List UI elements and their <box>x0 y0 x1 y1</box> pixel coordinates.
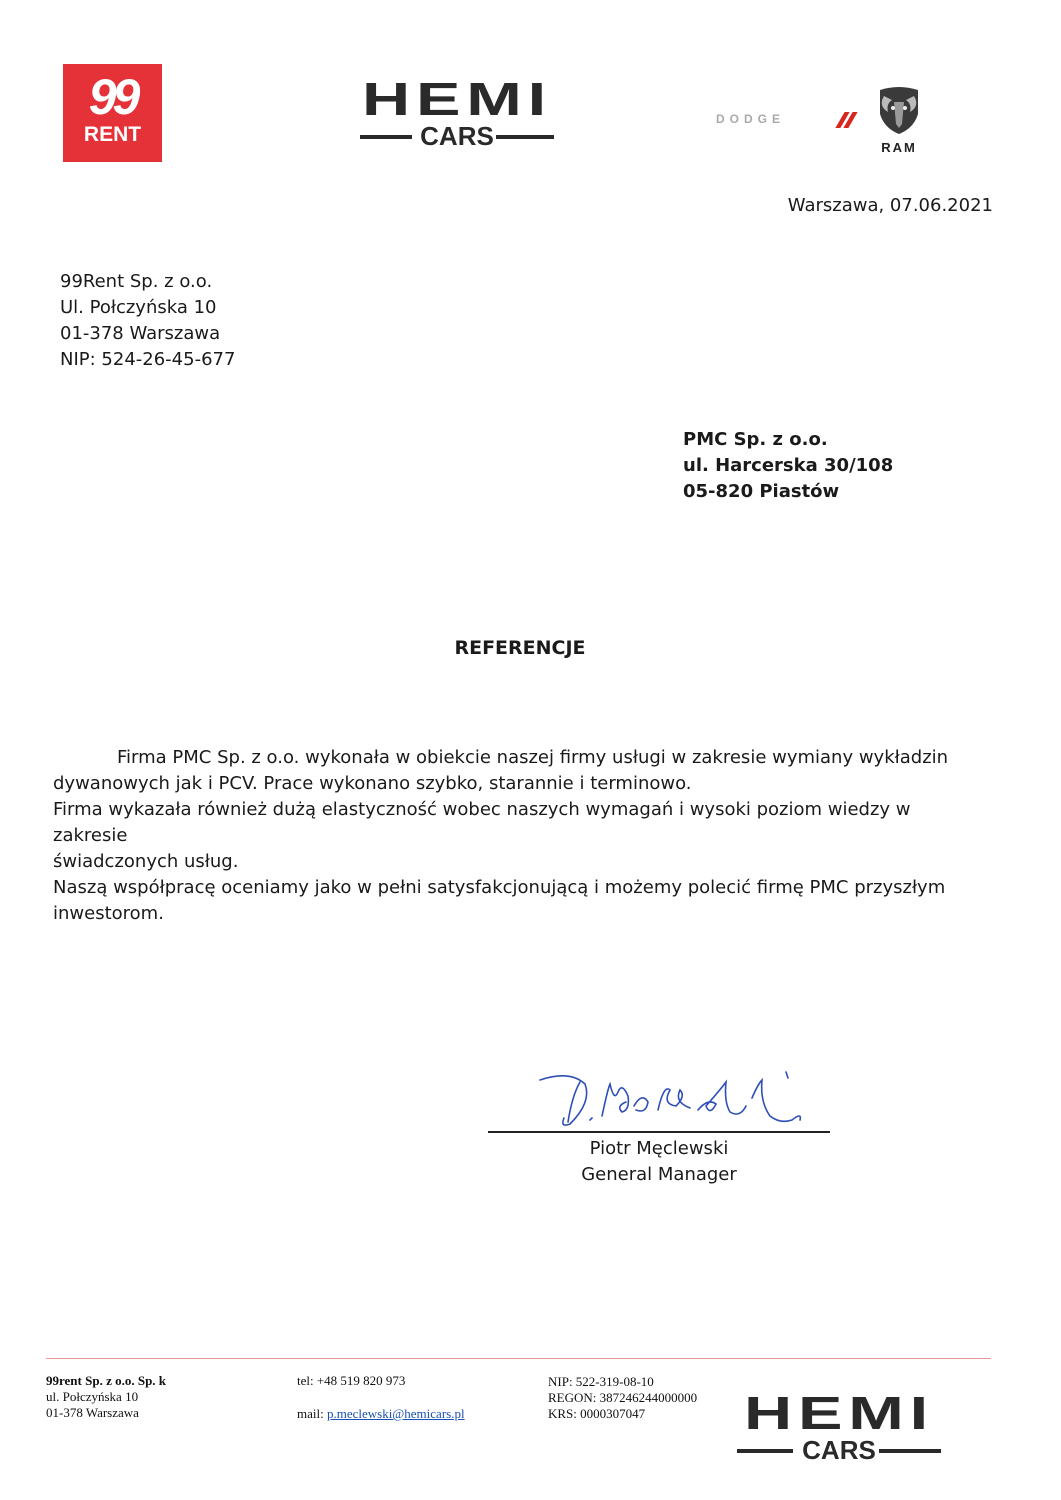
sender-name: 99Rent Sp. z o.o. <box>60 271 213 292</box>
footer-mail-row <box>297 1406 465 1422</box>
99rent-logo-word: RENT <box>83 123 142 146</box>
recipient-street: ul. Harcerska 30/108 <box>683 455 894 476</box>
signer-name: Piotr Męclewski <box>589 1138 729 1159</box>
sender-city: 01-378 Warszawa <box>60 323 221 344</box>
body-p1-line1: Firma PMC Sp. z o.o. wykonała w obiekcie naszej firmy usługi w zakresie wymiany wykładzin <box>117 747 949 768</box>
body-p3-line1: Naszą współpracę oceniamy jako w pełni satysfakcjonującą i możemy polecić firmę PMC przyszłym <box>53 877 946 898</box>
footer-company-name: 99rent Sp. z o.o. Sp. k <box>46 1373 167 1388</box>
signature-line <box>488 1131 830 1133</box>
recipient-name: PMC Sp. z o.o. <box>683 429 828 450</box>
hemi-cars-footer-logo <box>735 1387 943 1465</box>
footer-company <box>46 1373 166 1421</box>
footer-krs: KRS: 0000307047 <box>548 1406 646 1421</box>
footer-nip: NIP: 522-319-08-10 <box>548 1374 654 1389</box>
hemi-logo-bar-right <box>496 135 554 139</box>
99rent-logo <box>63 64 162 162</box>
sender-address <box>60 269 235 373</box>
footer-divider <box>46 1358 991 1359</box>
signer-role: General Manager <box>581 1164 737 1185</box>
footer-mail-label: mail: <box>297 1406 327 1421</box>
recipient-address <box>683 427 893 505</box>
hemi-cars-logo <box>358 73 556 152</box>
ram-head-icon <box>876 84 922 136</box>
body-line <box>53 745 983 771</box>
hemi-footer-logo-word: HEMI <box>744 1387 934 1439</box>
handwritten-signature <box>530 1062 820 1134</box>
hemi-footer-bar-right <box>879 1449 941 1453</box>
footer-mail-link[interactable]: p.meclewski@hemicars.pl <box>326 1406 465 1421</box>
dodge-logo <box>716 110 856 130</box>
recipient-city: 05-820 Piastów <box>683 481 840 502</box>
letter-body <box>53 745 983 927</box>
99rent-logo-number: 99 <box>88 69 137 125</box>
footer-street: ul. Połczyńska 10 <box>46 1389 139 1404</box>
footer-regon: REGON: 387246244000000 <box>548 1390 698 1405</box>
body-p2-line1: Firma wykazała również dużą elastyczność wobec naszych wymagań i wysoki poziom wiedzy w zakresie <box>53 799 911 846</box>
hemi-logo-cars: CARS <box>420 121 494 151</box>
letter-date: Warszawa, 07.06.2021 <box>787 195 993 216</box>
footer-registration <box>548 1374 697 1422</box>
body-p3-line2: inwestorom. <box>53 903 164 924</box>
ram-logo-word: RAM <box>881 140 917 155</box>
document-title: REFERENCJE <box>454 637 586 659</box>
sender-street: Ul. Połczyńska 10 <box>60 297 217 318</box>
ram-logo <box>866 84 932 156</box>
hemi-logo-word: HEMI <box>362 73 552 125</box>
dodge-logo-word: DODGE <box>716 112 786 126</box>
hemi-logo-bar-left <box>360 135 412 139</box>
body-p2-line2: świadczonych usług. <box>53 851 239 872</box>
body-p1-line2: dywanowych jak i PCV. Prace wykonano szybko, starannie i terminowo. <box>53 773 692 794</box>
hemi-footer-bar-left <box>737 1449 793 1453</box>
hemi-footer-logo-cars: CARS <box>802 1435 876 1465</box>
footer-tel: tel: +48 519 820 973 <box>297 1373 406 1388</box>
footer-city: 01-378 Warszawa <box>46 1405 139 1420</box>
sender-nip: NIP: 524-26-45-677 <box>60 349 236 370</box>
footer-contact <box>297 1373 465 1422</box>
